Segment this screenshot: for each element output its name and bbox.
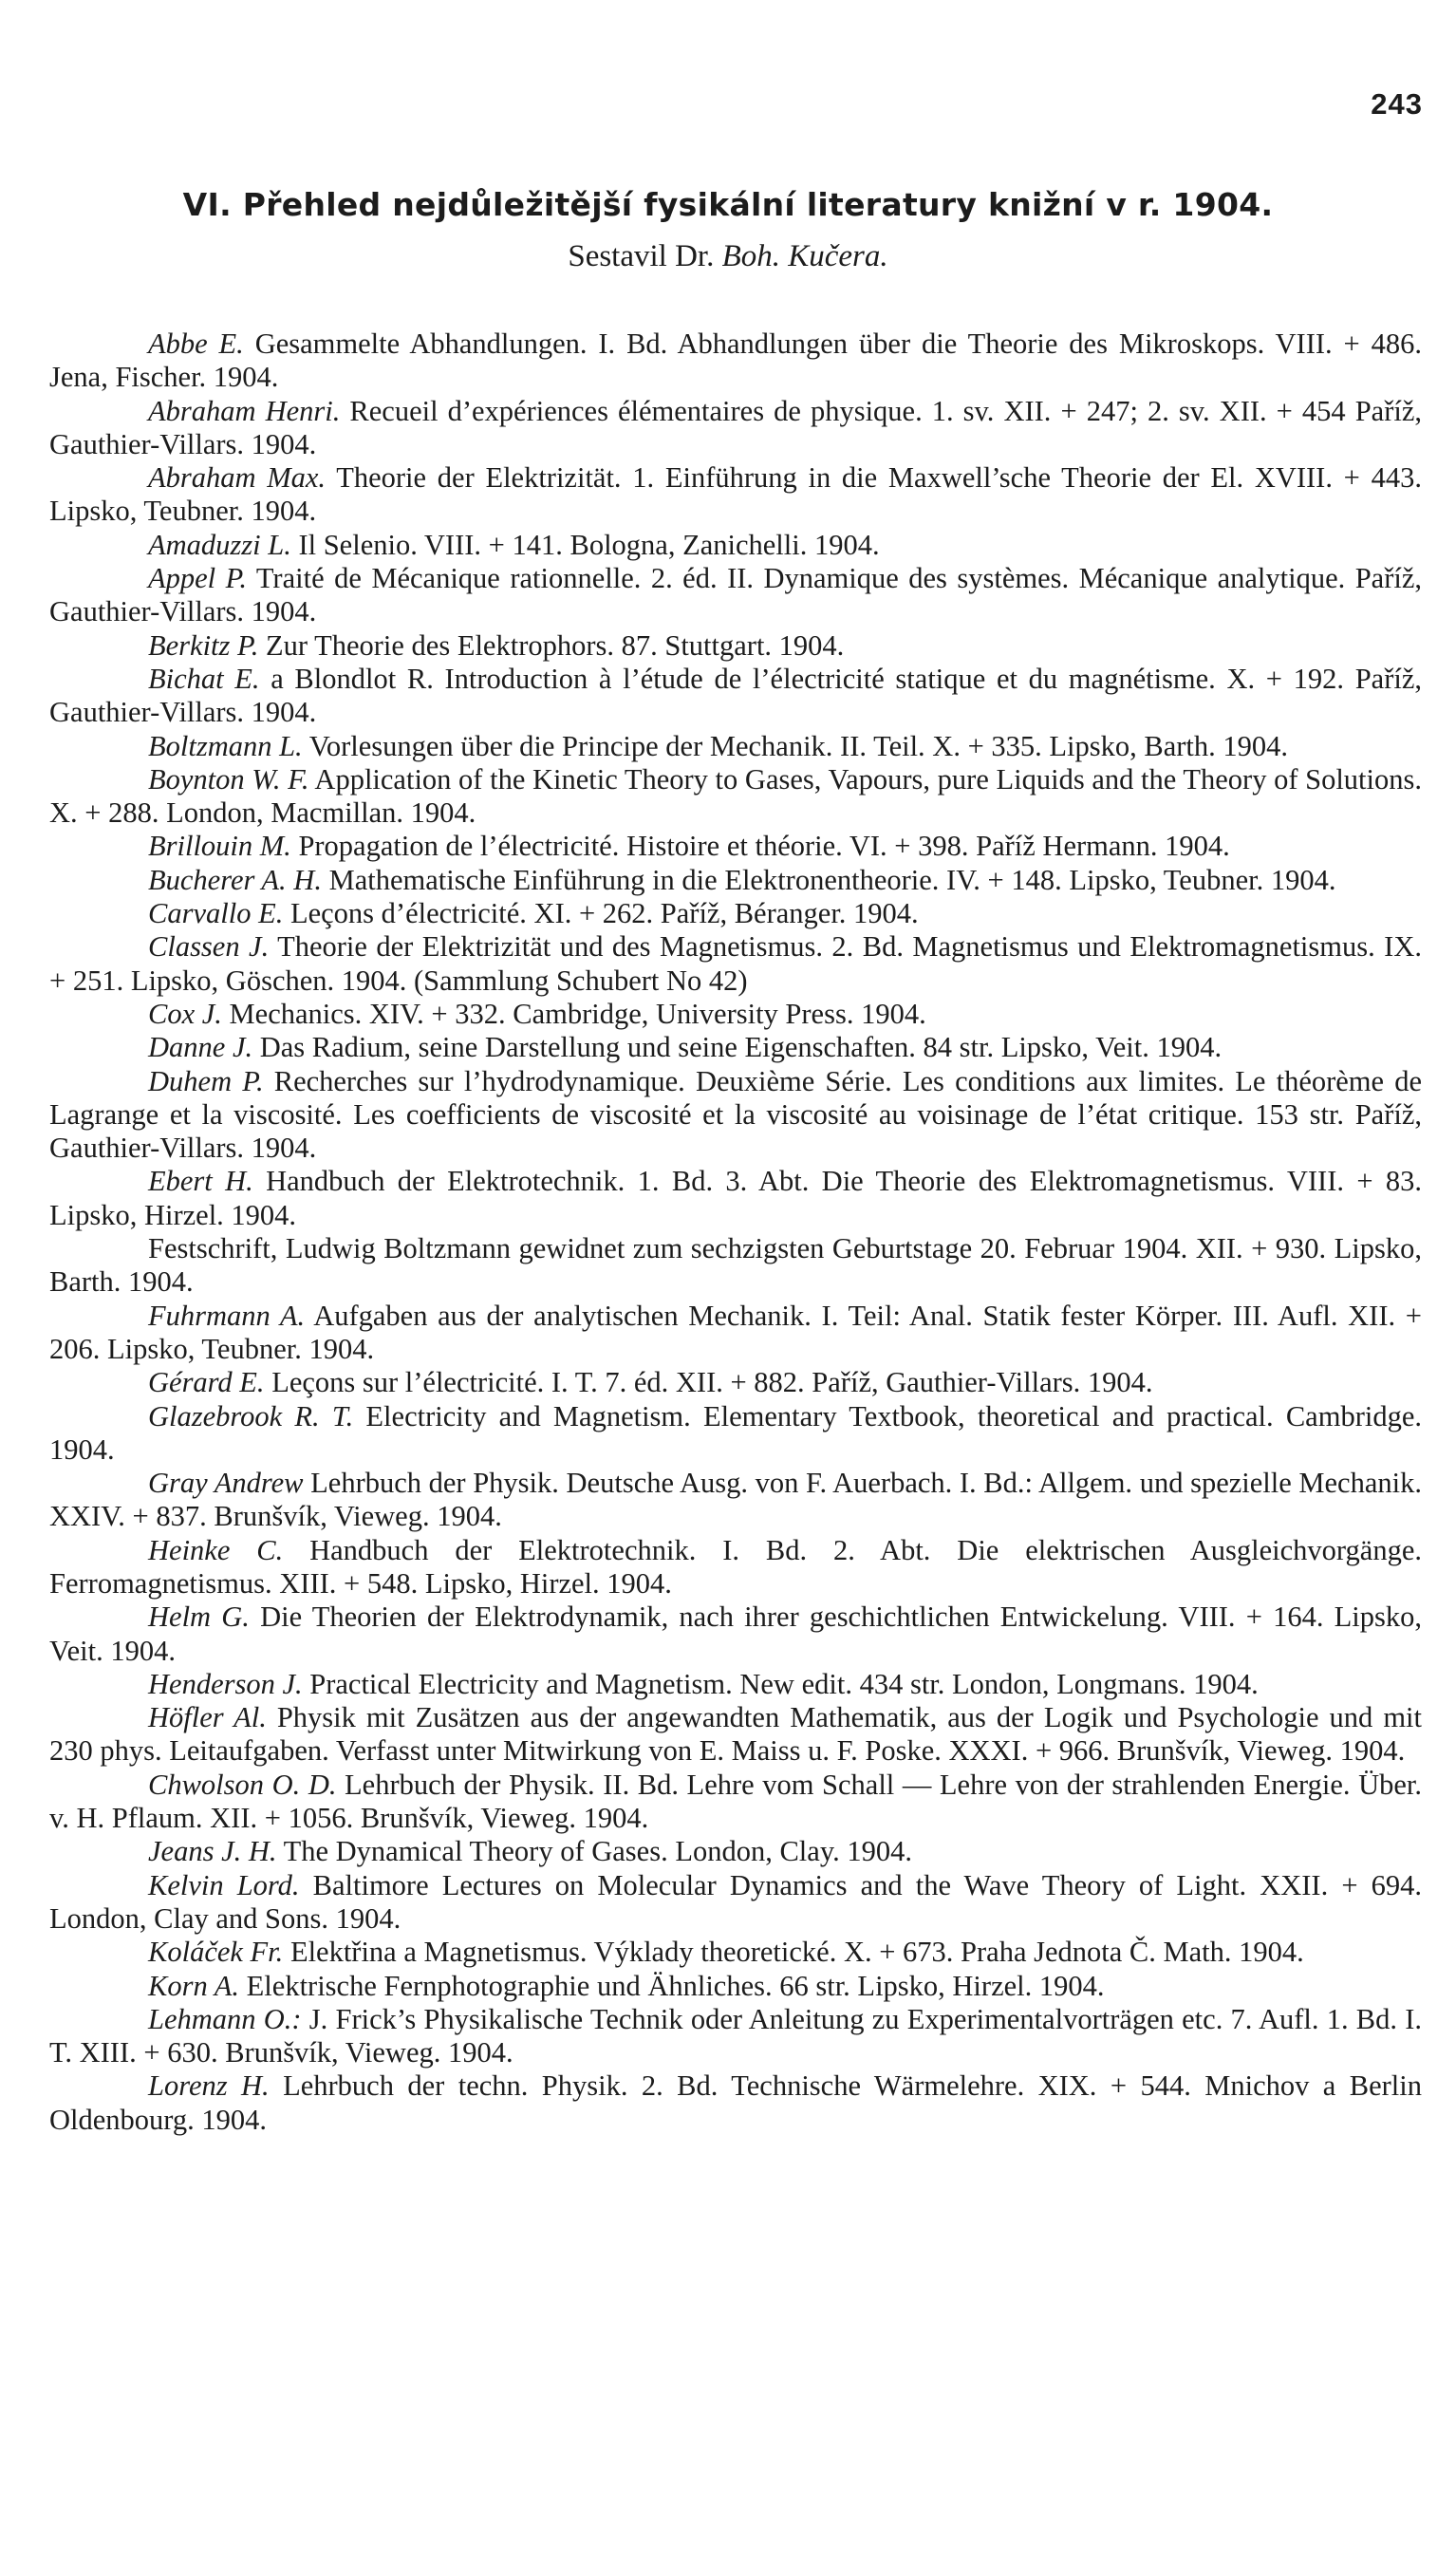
bibliography-entry xyxy=(49,730,1422,763)
bibliography-entry xyxy=(49,1366,1422,1399)
bibliography-entry xyxy=(49,763,1422,831)
entry-details: Practical Electricity and Magnetism. New edit. 434 str. London, Longmans. 1904. xyxy=(302,1667,1259,1700)
entry-author: Danne J. xyxy=(148,1031,253,1064)
entry-details: Das Radium, seine Darstellung und seine Eigenschaften. 84 str. Lipsko, Veit. 1904. xyxy=(252,1031,1223,1064)
page-title: VI. Přehled nejdůležitější fysikální literatury knižní v r. 1904. xyxy=(182,186,1274,223)
entry-author: Heinke C. xyxy=(148,1533,284,1566)
bibliography-entry xyxy=(49,328,1422,395)
entry-details: Traité de Mécanique rationnelle. 2. éd. II. Dynamique des systèmes. Mécanique analytique. Paříž, Gauthier-Villars. 1904. xyxy=(49,562,1423,628)
entry-details: Zur Theorie des Elektrophors. 87. Stuttgart. 1904. xyxy=(258,628,845,662)
entry-details: J. Frick’s Physikalische Technik oder Anleitung zu Experimentalvorträgen etc. 7. Aufl. 1. Bd. I. T. XIII. + 630. Brunšvík, Vieweg. 1904. xyxy=(49,2002,1422,2069)
entry-author: Brillouin M. xyxy=(148,830,291,863)
entry-author: Boynton W. F. xyxy=(148,762,309,796)
entry-details: Theorie der Elektrizität. 1. Einführung in die Maxwell’sche Theorie der El. XVIII. + 443. Lipsko, Teubner. 1904. xyxy=(49,461,1422,528)
entry-details: Application of the Kinetic Theory to Gases, Vapours, pure Liquids and the Theory of Solutions. X. + 288. London, Macmillan. 1904. xyxy=(49,762,1422,830)
bibliography-entry xyxy=(49,529,1422,562)
bibliography-entry xyxy=(49,1400,1422,1468)
bibliography-entry xyxy=(49,1936,1422,1969)
entry-details: Handbuch der Elektrotechnik. I. Bd. 2. Abt. Die elektrischen Ausgleichvorgänge. Ferromagnetismus. XIII. + 548. Lipsko, Hirzel. 1904. xyxy=(49,1533,1422,1600)
entry-details: Lehrbuch der techn. Physik. 2. Bd. Technische Wärmelehre. XIX. + 544. Mnichov a Berlin Oldenbourg. 1904. xyxy=(49,2069,1422,2136)
entry-details: Vorlesungen über die Principe der Mechanik. II. Teil. X. + 335. Lipsko, Barth. 1904. xyxy=(302,729,1289,762)
entry-author: Bucherer A. H. xyxy=(148,863,322,896)
entry-author: Helm G. xyxy=(148,1601,250,1634)
entry-author: Berkitz P. xyxy=(148,628,259,662)
entry-details: Elektřina a Magnetismus. Výklady theoretické. X. + 673. Praha Jednota Č. Math. 1904. xyxy=(283,1936,1304,1969)
entry-details: Leçons d’électricité. XI. + 262. Paříž, Béranger. 1904. xyxy=(283,897,919,930)
entry-details: Gesammelte Abhandlungen. I. Bd. Abhandlungen über die Theorie des Mikroskops. VIII. + 486. Jena, Fischer. 1904. xyxy=(49,328,1422,394)
entry-author: Chwolson O. D. xyxy=(148,1768,337,1801)
entry-details: Lehrbuch der Physik. Deutsche Ausg. von F. Auerbach. I. Bd.: Allgem. und spezielle Mechanik. XXIV. + 837. Brunšvík, Vieweg. 1904. xyxy=(49,1467,1422,1533)
bibliography-entry xyxy=(49,930,1422,998)
entry-details: Electricity and Magnetism. Elementary Textbook, theoretical and practical. Cambridge. 1904. xyxy=(49,1399,1422,1466)
entry-details: Aufgaben aus der analytischen Mechanik. I. Teil: Anal. Statik fester Körper. III. Aufl. XII. + 206. Lipsko, Teubner. 1904. xyxy=(49,1299,1423,1365)
bibliography-entry xyxy=(49,1232,1422,1300)
entry-author: Carvallo E. xyxy=(148,897,284,930)
bibliography-entry xyxy=(49,1031,1422,1064)
bibliography-entry xyxy=(49,1300,1422,1367)
entry-details: Physik mit Zusätzen aus der angewandten Mathematik, aus der Logik und Psychologie und mit 230 phys. Leitaufgaben. Verfasst unter Mitwirkung von E. Maiss u. F. Poske. XXXI. + 966. Brunšvík, Vieweg. 1904. xyxy=(49,1701,1422,1768)
entry-details: Lehrbuch der Physik. II. Bd. Lehre vom Schall — Lehre von der strahlenden Energie. Über. v. H. Pflaum. XII. + 1056. Brunšvík, Vieweg. 1904. xyxy=(49,1768,1422,1835)
bibliography-entry xyxy=(49,1835,1422,1868)
bibliography-list xyxy=(49,328,1422,2137)
entry-author: Koláček Fr. xyxy=(148,1936,284,1969)
entry-author: Appel P. xyxy=(148,562,247,595)
bibliography-entry xyxy=(49,897,1422,930)
entry-details: The Dynamical Theory of Gases. London, Clay. 1904. xyxy=(276,1835,912,1868)
bibliography-entry xyxy=(49,2069,1422,2137)
bibliography-entry xyxy=(49,1701,1422,1769)
entry-author: Glazebrook R. T. xyxy=(148,1399,354,1432)
entry-details: Die Theorien der Elektrodynamik, nach ihrer geschichtlichen Entwickelung. VIII. + 164. Lipsko, Veit. 1904. xyxy=(49,1601,1422,1667)
entry-author: Duhem P. xyxy=(148,1064,264,1097)
entry-details: Elektrische Fernphotographie und Ähnliches. 66 str. Lipsko, Hirzel. 1904. xyxy=(239,1969,1105,2002)
bibliography-entry xyxy=(49,1601,1422,1668)
bibliography-entry xyxy=(49,830,1422,863)
bibliography-entry xyxy=(49,663,1422,730)
entry-author: Henderson J. xyxy=(148,1667,303,1700)
bibliography-entry xyxy=(49,461,1422,529)
entry-details: Handbuch der Elektrotechnik. 1. Bd. 3. Abt. Die Theorie des Elektromagnetismus. VIII. + 83. Lipsko, Hirzel. 1904. xyxy=(49,1165,1422,1231)
entry-author: Abraham Max. xyxy=(148,461,327,495)
entry-author: Lehmann O.: xyxy=(148,2002,302,2035)
entry-author: Bichat E. xyxy=(148,662,260,695)
entry-author: Cox J. xyxy=(148,997,222,1030)
bibliography-entry xyxy=(49,629,1422,663)
compiler-line xyxy=(0,239,1456,274)
entry-author: Korn A. xyxy=(148,1969,240,2002)
compiler-prefix: Sestavil Dr. xyxy=(568,239,715,273)
entry-author: Abraham Henri. xyxy=(148,394,341,427)
entry-author: Gérard E. xyxy=(148,1366,265,1399)
bibliography-entry xyxy=(49,562,1422,629)
bibliography-entry xyxy=(49,1668,1422,1701)
page-number: 243 xyxy=(1371,87,1423,121)
bibliography-entry xyxy=(49,1065,1422,1166)
entry-author: Abbe E. xyxy=(148,328,244,360)
entry-author: Jeans J. H. xyxy=(148,1835,277,1868)
entry-author: Fuhrmann A. xyxy=(148,1299,306,1332)
entry-author: Höfler Al. xyxy=(148,1701,267,1734)
entry-details: Baltimore Lectures on Molecular Dynamics and the Wave Theory of Light. XXII. + 694. London, Clay and Sons. 1904. xyxy=(49,1868,1422,1935)
entry-details: Propagation de l’électricité. Histoire et théorie. VI. + 398. Paříž Hermann. 1904. xyxy=(290,830,1230,863)
entry-author: Kelvin Lord. xyxy=(148,1868,300,1901)
entry-details: Festschrift, Ludwig Boltzmann gewidnet zum sechzigsten Geburtstage 20. Februar 1904. XII. + 930. Lipsko, Barth. 1904. xyxy=(49,1232,1422,1299)
entry-author: Classen J. xyxy=(148,930,270,964)
bibliography-entry xyxy=(49,864,1422,897)
bibliography-entry xyxy=(49,1869,1422,1937)
bibliography-entry xyxy=(49,1165,1422,1232)
entry-details: Il Selenio. VIII. + 141. Bologna, Zanichelli. 1904. xyxy=(290,528,880,561)
bibliography-entry xyxy=(49,998,1422,1031)
entry-details: Mechanics. XIV. + 332. Cambridge, University Press. 1904. xyxy=(221,997,926,1030)
entry-author: Amaduzzi L. xyxy=(148,528,291,561)
entry-details: Theorie der Elektrizität und des Magnetismus. 2. Bd. Magnetismus und Elektromagnetismus. IX. + 251. Lipsko, Göschen. 1904. (Sammlung Schubert No 42) xyxy=(49,930,1422,997)
entry-details: a Blondlot R. Introduction à l’étude de l’électricité statique et du magnétisme. X. + 192. Paříž, Gauthier-Villars. 1904. xyxy=(49,662,1422,729)
bibliography-entry xyxy=(49,1534,1422,1601)
entry-author: Lorenz H. xyxy=(148,2069,270,2103)
entry-details: Leçons sur l’électricité. I. T. 7. éd. XII. + 882. Paříž, Gauthier-Villars. 1904. xyxy=(264,1366,1153,1399)
bibliography-entry xyxy=(49,395,1422,462)
entry-details: Mathematische Einführung in die Elektronentheorie. IV. + 148. Lipsko, Teubner. 1904. xyxy=(321,863,1336,896)
bibliography-entry xyxy=(49,1769,1422,1836)
compiler-name: Boh. Kučera. xyxy=(721,239,888,273)
entry-details: Recueil d’expériences élémentaires de physique. 1. sv. XII. + 247; 2. sv. XII. + 454 Paříž, Gauthier-Villars. 1904. xyxy=(49,394,1423,460)
bibliography-entry xyxy=(49,1970,1422,2003)
entry-author: Boltzmann L. xyxy=(148,729,303,762)
entry-details: Recherches sur l’hydrodynamique. Deuxième Série. Les conditions aux limites. Le théorème de Lagrange et la viscosité. Les coefficients de viscosité et la viscosité au voisinage de l’état critique. 153 str. Paříž, Gauthier-Villars. 1904. xyxy=(49,1064,1423,1165)
entry-author: Ebert H. xyxy=(148,1165,253,1198)
bibliography-entry xyxy=(49,2003,1422,2070)
entry-author: Gray Andrew xyxy=(148,1467,304,1500)
bibliography-entry xyxy=(49,1467,1422,1534)
